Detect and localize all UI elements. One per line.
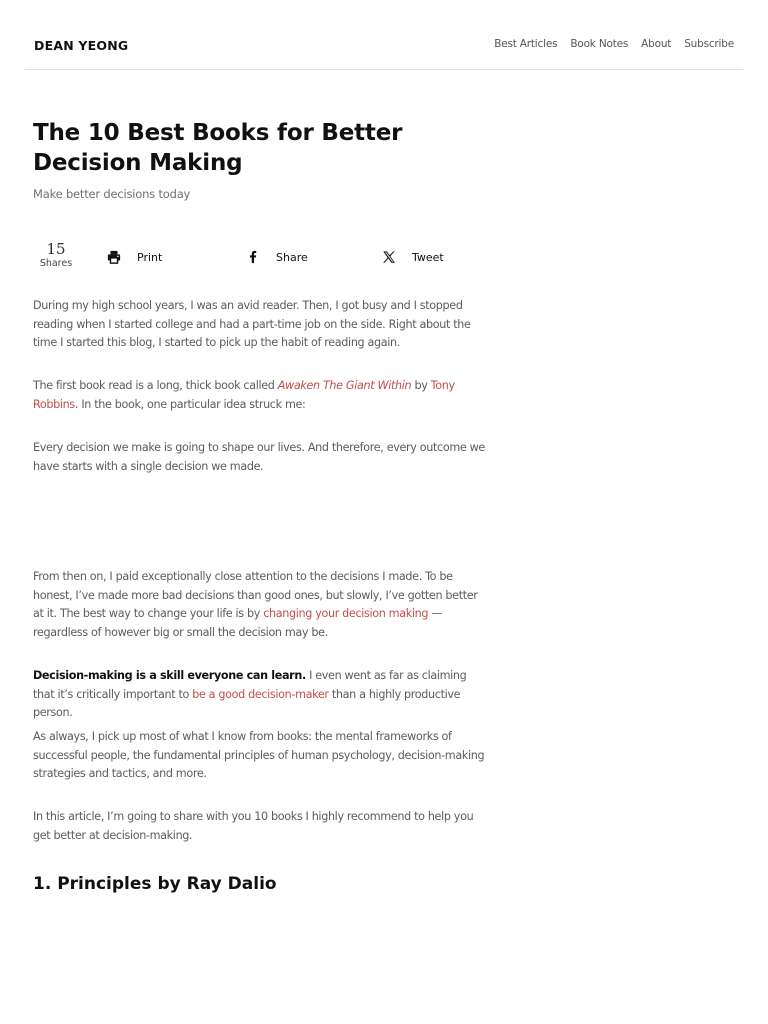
paragraph-text: From then on, I paid exceptionally close attention to the decisions I made. To be honest, I’ve made more bad decisions than good ones, but slowly, I’ve gotten better at it. The best way to change your life is by bbox=[33, 570, 478, 620]
page-title: The 10 Best Books for Better Decision Making bbox=[33, 120, 403, 176]
paragraph-text: The first book read is a long, thick book called bbox=[33, 379, 278, 392]
paragraph-books: As always, I pick up most of what I know from books: the mental frameworks of successful people, the fundamental principles of human psychology, decision-making strategies and tactics, and more. bbox=[33, 730, 485, 780]
tweet-button[interactable] bbox=[382, 246, 444, 268]
paragraph-article-intro: In this article, I’m going to share with you 10 books I highly recommend to help you get better at decision-making. bbox=[33, 810, 474, 842]
paragraph-quote: Every decision we make is going to shape our lives. And therefore, every outcome we have starts with a single decision we made. bbox=[33, 441, 485, 473]
paragraph-first-book bbox=[33, 377, 485, 414]
share-count-number: 15 bbox=[46, 240, 66, 258]
printer-icon bbox=[107, 250, 121, 264]
link-changing-decision-making[interactable]: changing your decision making bbox=[263, 607, 429, 620]
nav-subscribe[interactable]: Subscribe bbox=[684, 38, 734, 50]
print-label: Print bbox=[137, 250, 163, 264]
paragraph-text: . In the book, one particular idea struck me: bbox=[74, 397, 306, 411]
article-header bbox=[33, 118, 485, 201]
paragraph-text: — regardless of however big or small the decision may be. bbox=[33, 607, 443, 639]
link-awaken-the-giant-within[interactable]: Awaken The Giant Within bbox=[277, 379, 412, 392]
share-count bbox=[36, 240, 76, 269]
x-twitter-icon bbox=[382, 250, 396, 264]
site-header bbox=[25, 0, 743, 70]
bold-text: Decision-making is a skill everyone can learn. bbox=[33, 669, 306, 682]
page-subtitle: Make better decisions today bbox=[33, 187, 191, 201]
link-good-decision-maker[interactable]: be a good decision-maker bbox=[192, 687, 329, 701]
facebook-icon bbox=[246, 250, 260, 264]
site-logo[interactable]: DEAN YEONG bbox=[34, 38, 129, 53]
nav-best-articles[interactable]: Best Articles bbox=[494, 38, 558, 50]
share-label: Share bbox=[276, 250, 308, 264]
share-count-label: Shares bbox=[39, 258, 73, 269]
main-nav bbox=[494, 38, 734, 50]
link-tony-robbins[interactable]: Tony Robbins bbox=[33, 379, 455, 411]
tweet-label: Tweet bbox=[412, 250, 444, 264]
paragraph-attention bbox=[33, 568, 485, 642]
paragraph-text: I even went as far as claiming that it’s critically important to bbox=[33, 669, 467, 701]
facebook-share-button[interactable] bbox=[246, 246, 308, 268]
nav-about[interactable]: About bbox=[641, 38, 672, 50]
paragraph-text: than a highly productive person. bbox=[33, 687, 461, 719]
paragraph-text: by bbox=[411, 379, 431, 392]
paragraph-skill bbox=[33, 667, 485, 723]
paragraph-intro: During my high school years, I was an avid reader. Then, I got busy and I stopped reading when I started college and had a part-time job on the side. Right about the time I started this blog, I started to pick up the habit of reading again. bbox=[33, 299, 471, 349]
print-button[interactable] bbox=[107, 246, 162, 268]
share-bar bbox=[33, 240, 485, 274]
section-heading: 1. Principles by Ray Dalio bbox=[33, 874, 277, 894]
nav-book-notes[interactable]: Book Notes bbox=[570, 38, 629, 50]
